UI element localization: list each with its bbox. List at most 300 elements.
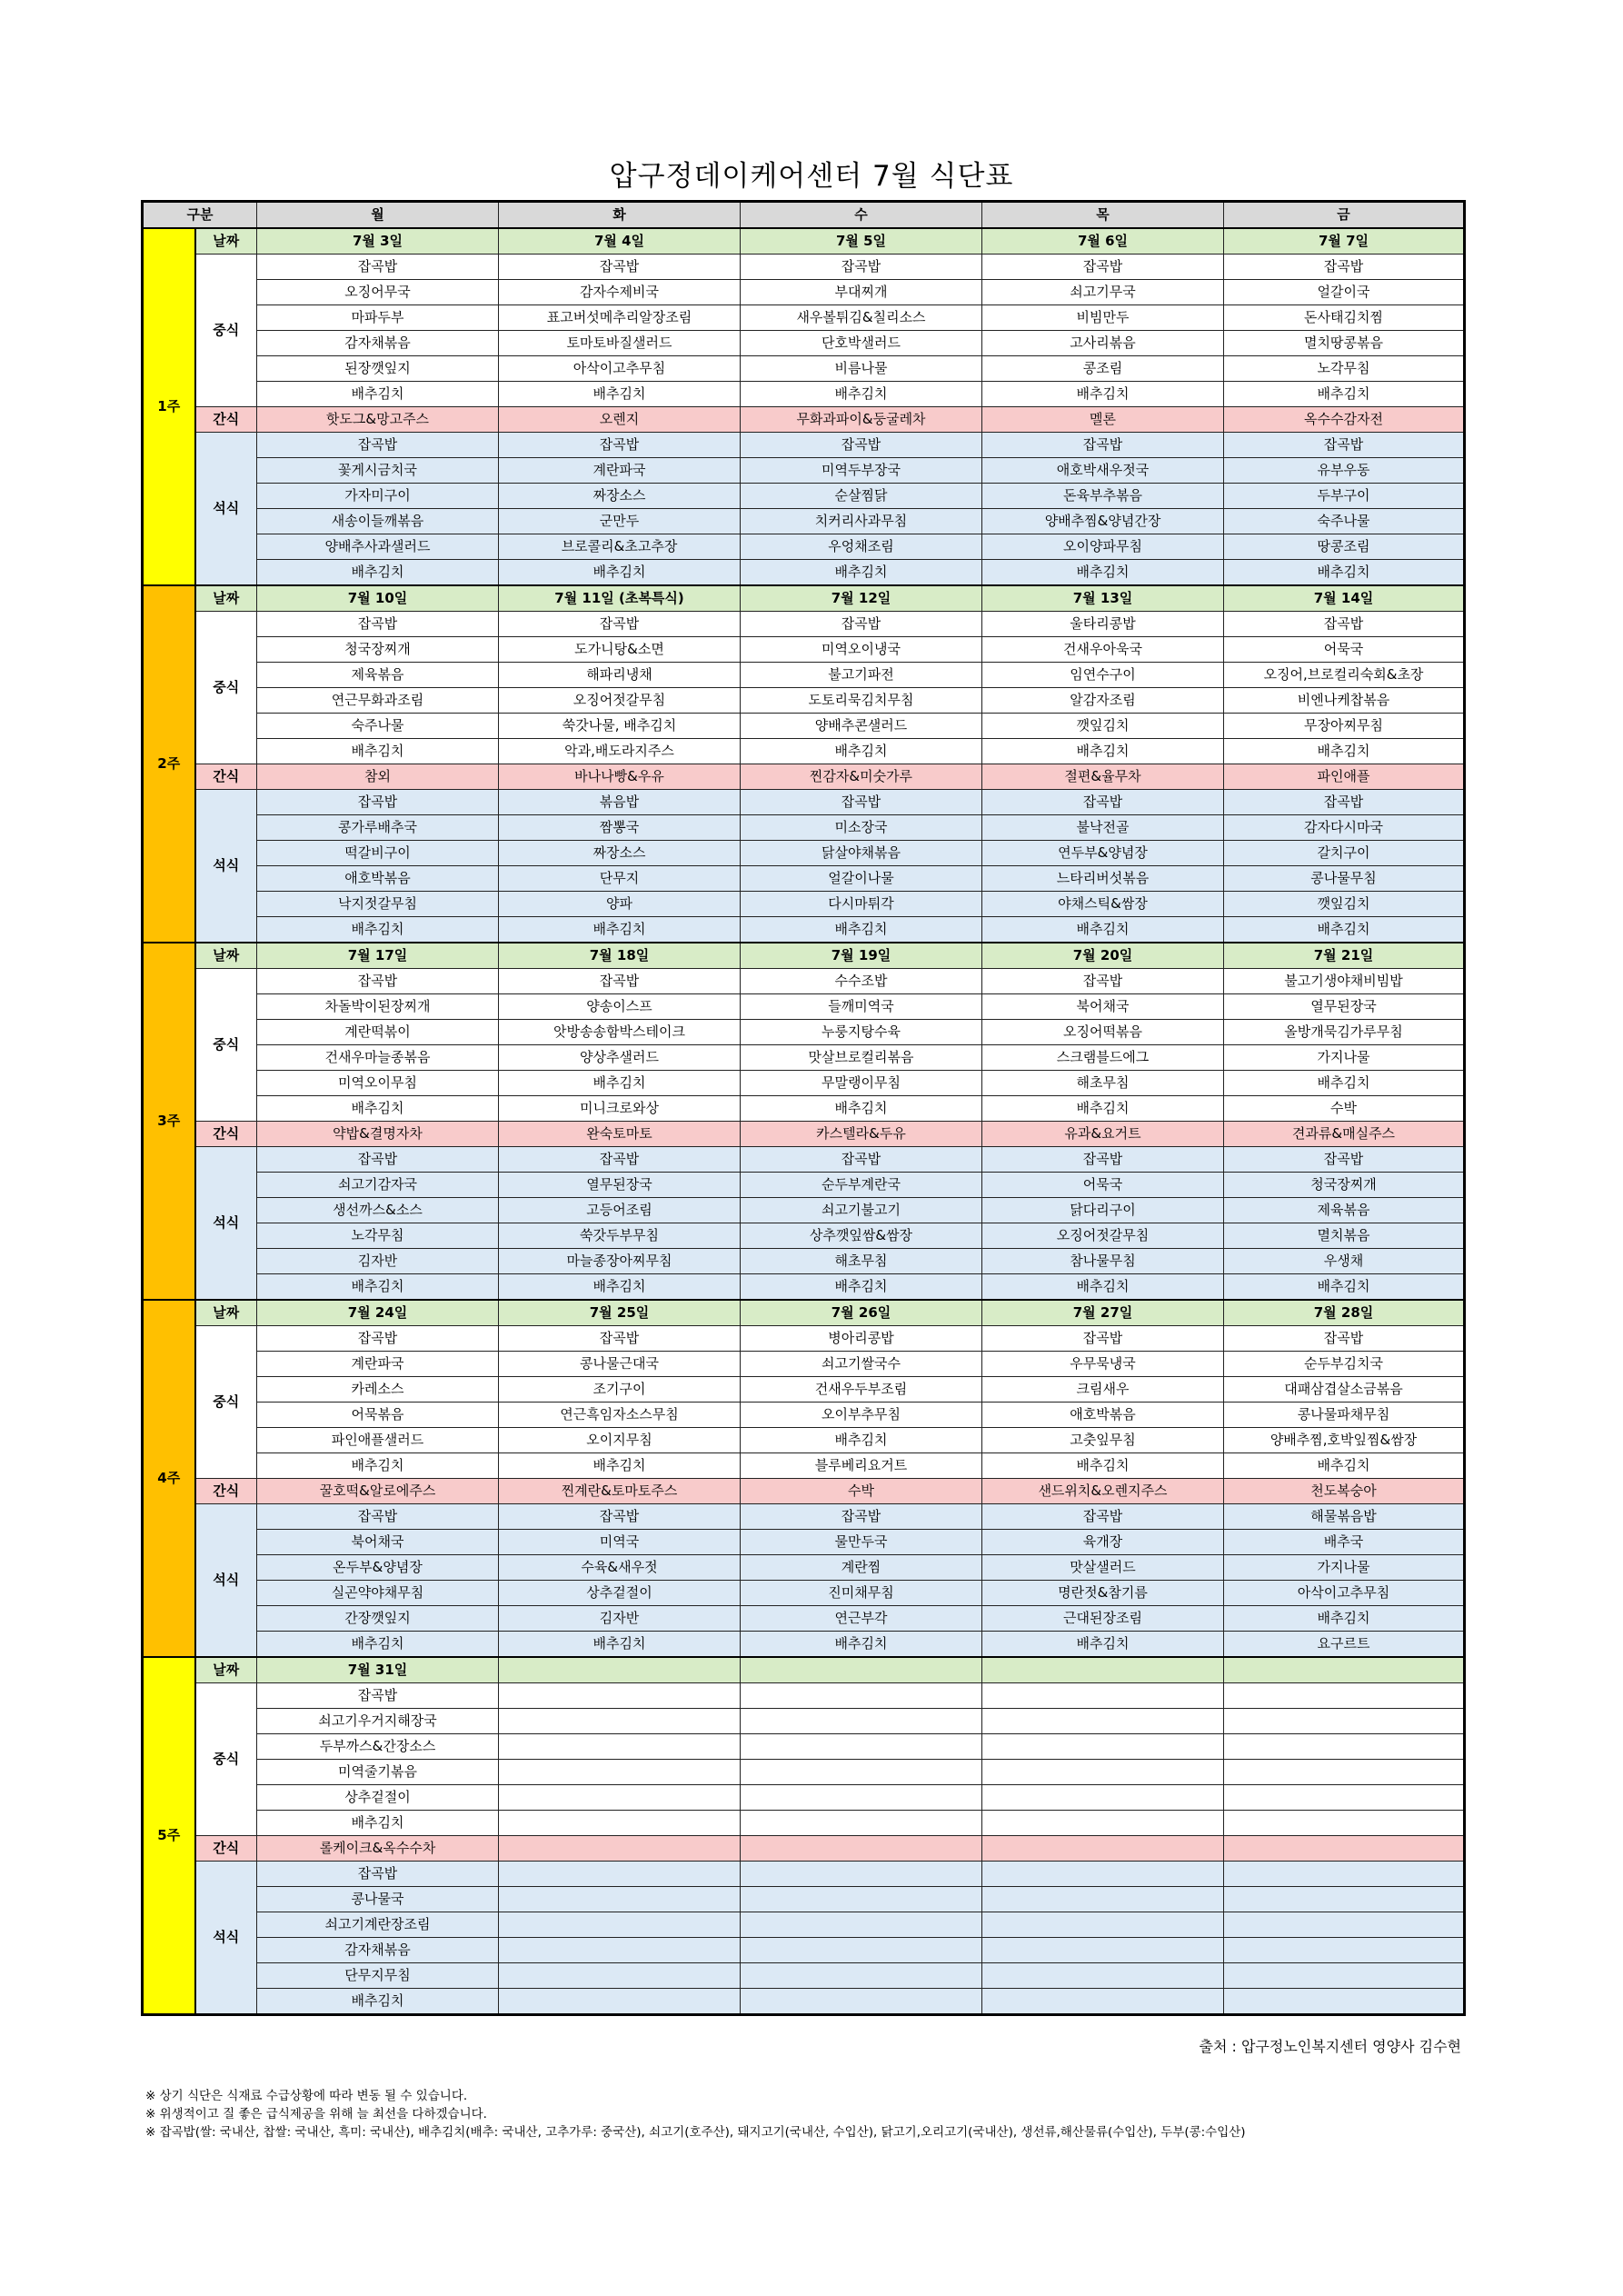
meal-label-lunch: 중식	[195, 1683, 257, 1836]
menu-item: 숙주나물	[1224, 509, 1465, 534]
menu-item: 애호박볶음	[257, 866, 499, 892]
menu-item: 새우볼튀김&칠리소스	[741, 305, 982, 331]
menu-item: 양송이스프	[499, 994, 741, 1020]
menu-item: 콩가루배추국	[257, 815, 499, 841]
menu-item: 배추김치	[1224, 382, 1465, 407]
menu-item: 계란찜	[741, 1555, 982, 1581]
menu-item: 배추김치	[499, 382, 741, 407]
menu-table-wrapper	[141, 200, 1466, 2016]
menu-item: 김자반	[499, 1606, 741, 1632]
dinner-row	[143, 1912, 1465, 1938]
menu-item: 우무묵냉국	[982, 1352, 1224, 1377]
menu-item: 비빔만두	[982, 305, 1224, 331]
menu-item: 닭다리구이	[982, 1198, 1224, 1223]
menu-item: 단호박샐러드	[741, 331, 982, 356]
menu-item: 잡곡밥	[982, 1504, 1224, 1530]
menu-item: 김자반	[257, 1249, 499, 1274]
menu-item	[1224, 1709, 1465, 1734]
menu-item: 잡곡밥	[499, 1326, 741, 1352]
snack-row	[143, 764, 1465, 790]
menu-item: 단무지	[499, 866, 741, 892]
meal-label-dinner: 석식	[195, 433, 257, 586]
menu-item: 잡곡밥	[741, 790, 982, 815]
menu-item: 순두부계란국	[741, 1173, 982, 1198]
menu-item: 악과,배도라지주스	[499, 739, 741, 764]
menu-item: 순두부김치국	[1224, 1352, 1465, 1377]
menu-item: 배추김치	[741, 739, 982, 764]
lunch-row	[143, 280, 1465, 305]
menu-item: 배추김치	[499, 1632, 741, 1658]
header-day: 수	[741, 202, 982, 229]
lunch-row	[143, 1045, 1465, 1071]
menu-item: 갈치구이	[1224, 841, 1465, 866]
menu-item: 감자채볶음	[257, 331, 499, 356]
source-credit: 출처 : 압구정노인복지센터 영양사 김수현	[1199, 2038, 1461, 2055]
menu-item: 미역오이무침	[257, 1071, 499, 1096]
lunch-row	[143, 255, 1465, 280]
menu-item: 배추김치	[1224, 1274, 1465, 1301]
menu-table-body	[143, 202, 1465, 2015]
menu-item: 가지나물	[1224, 1555, 1465, 1581]
menu-item: 간장깻잎지	[257, 1606, 499, 1632]
menu-item: 양상추샐러드	[499, 1045, 741, 1071]
menu-item	[1224, 1938, 1465, 1963]
menu-item: 온두부&양념장	[257, 1555, 499, 1581]
menu-item: 미역줄기볶음	[257, 1760, 499, 1785]
menu-item	[741, 1785, 982, 1811]
menu-item: 돈육부추볶음	[982, 484, 1224, 509]
menu-item: 배추김치	[499, 560, 741, 586]
menu-item: 미역국	[499, 1530, 741, 1555]
menu-item: 불고기생야채비빔밥	[1224, 969, 1465, 994]
menu-item	[499, 1683, 741, 1709]
date-row	[143, 1657, 1465, 1683]
date-cell: 7월 28일	[1224, 1300, 1465, 1326]
menu-item	[741, 1709, 982, 1734]
menu-item: 울타리콩밥	[982, 612, 1224, 637]
menu-item: 수육&새우젓	[499, 1555, 741, 1581]
menu-item	[982, 1811, 1224, 1836]
menu-item: 잡곡밥	[1224, 1147, 1465, 1173]
menu-item	[982, 1862, 1224, 1887]
menu-item	[499, 1912, 741, 1938]
lunch-row	[143, 382, 1465, 407]
date-cell	[982, 1657, 1224, 1683]
menu-item: 아삭이고추무침	[499, 356, 741, 382]
menu-item: 어묵볶음	[257, 1403, 499, 1428]
menu-item	[1224, 1734, 1465, 1760]
menu-item: 노각무침	[1224, 356, 1465, 382]
menu-item: 잡곡밥	[1224, 433, 1465, 458]
dinner-row	[143, 1581, 1465, 1606]
dinner-row	[143, 892, 1465, 917]
lunch-row	[143, 714, 1465, 739]
dinner-row	[143, 1147, 1465, 1173]
menu-item: 가지나물	[1224, 1045, 1465, 1071]
menu-item: 스크램블드에그	[982, 1045, 1224, 1071]
dinner-row	[143, 560, 1465, 586]
menu-item: 콩나물무침	[1224, 866, 1465, 892]
menu-item	[1224, 1785, 1465, 1811]
date-cell: 7월 13일	[982, 585, 1224, 612]
menu-item: 배추김치	[1224, 739, 1465, 764]
date-cell: 7월 21일	[1224, 943, 1465, 969]
header-day: 화	[499, 202, 741, 229]
menu-item: 쇠고기무국	[982, 280, 1224, 305]
snack-item: 수박	[741, 1479, 982, 1504]
dinner-row	[143, 433, 1465, 458]
menu-item: 멸치볶음	[1224, 1223, 1465, 1249]
menu-item: 잡곡밥	[499, 969, 741, 994]
menu-item: 잡곡밥	[982, 1326, 1224, 1352]
lunch-row	[143, 969, 1465, 994]
menu-item: 비름나물	[741, 356, 982, 382]
menu-item: 쑥갓나물, 배추김치	[499, 714, 741, 739]
page-title: 압구정데이케어센터 7월 식단표	[609, 160, 1014, 193]
menu-item: 제육볶음	[257, 663, 499, 688]
menu-item	[982, 1963, 1224, 1989]
dinner-row	[143, 1504, 1465, 1530]
menu-item: 된장깻잎지	[257, 356, 499, 382]
menu-item: 표고버섯메추리알장조림	[499, 305, 741, 331]
lunch-row	[143, 1071, 1465, 1096]
snack-row	[143, 407, 1465, 433]
menu-item: 순살찜닭	[741, 484, 982, 509]
snack-item	[1224, 1836, 1465, 1862]
week-label: 5주	[143, 1657, 195, 2015]
snack-row	[143, 1122, 1465, 1147]
menu-item: 고등어조림	[499, 1198, 741, 1223]
meal-label-dinner: 석식	[195, 1862, 257, 2015]
menu-item: 두부구이	[1224, 484, 1465, 509]
menu-item: 땅콩조림	[1224, 534, 1465, 560]
menu-item: 잡곡밥	[257, 1504, 499, 1530]
lunch-row	[143, 637, 1465, 663]
menu-item: 배추김치	[982, 1274, 1224, 1301]
menu-item: 병아리콩밥	[741, 1326, 982, 1352]
lunch-row	[143, 1020, 1465, 1045]
menu-item: 쑥갓두부무침	[499, 1223, 741, 1249]
menu-item	[982, 1683, 1224, 1709]
menu-item	[499, 1938, 741, 1963]
date-cell: 7월 31일	[257, 1657, 499, 1683]
date-cell: 7월 26일	[741, 1300, 982, 1326]
menu-item: 오징어,브로컬리숙회&초장	[1224, 663, 1465, 688]
meal-label-snack: 간식	[195, 1122, 257, 1147]
date-cell: 7월 12일	[741, 585, 982, 612]
menu-item: 배추김치	[257, 917, 499, 943]
snack-item: 꿀호떡&알로에주스	[257, 1479, 499, 1504]
snack-item: 약밥&결명자차	[257, 1122, 499, 1147]
menu-item: 어묵국	[982, 1173, 1224, 1198]
lunch-row	[143, 1377, 1465, 1403]
snack-item: 찐감자&미숫가루	[741, 764, 982, 790]
lunch-row	[143, 1760, 1465, 1785]
menu-item: 잡곡밥	[982, 790, 1224, 815]
snack-item: 핫도그&망고주스	[257, 407, 499, 433]
snack-item: 참외	[257, 764, 499, 790]
week-label: 4주	[143, 1300, 195, 1657]
date-row	[143, 1300, 1465, 1326]
menu-item: 열무된장국	[499, 1173, 741, 1198]
menu-item: 잡곡밥	[982, 969, 1224, 994]
menu-item: 배추김치	[257, 1989, 499, 2015]
menu-item: 배추김치	[499, 1453, 741, 1479]
snack-item: 완숙토마토	[499, 1122, 741, 1147]
menu-item: 쇠고기쌀국수	[741, 1352, 982, 1377]
menu-item: 배추김치	[1224, 1071, 1465, 1096]
date-cell: 7월 24일	[257, 1300, 499, 1326]
meal-label-date: 날짜	[195, 943, 257, 969]
header-day: 월	[257, 202, 499, 229]
dinner-row	[143, 1989, 1465, 2015]
menu-item: 알감자조림	[982, 688, 1224, 714]
snack-item: 유과&요거트	[982, 1122, 1224, 1147]
menu-item: 배추김치	[499, 1274, 741, 1301]
lunch-row	[143, 1352, 1465, 1377]
lunch-row	[143, 1428, 1465, 1453]
menu-item: 파인애플샐러드	[257, 1428, 499, 1453]
week-label: 3주	[143, 943, 195, 1300]
lunch-row	[143, 1096, 1465, 1122]
header-day: 목	[982, 202, 1224, 229]
menu-item: 배추국	[1224, 1530, 1465, 1555]
menu-item	[982, 1989, 1224, 2015]
menu-item: 수수조밥	[741, 969, 982, 994]
menu-item: 참나물무침	[982, 1249, 1224, 1274]
menu-item: 배추김치	[741, 560, 982, 586]
menu-item: 무장아찌무침	[1224, 714, 1465, 739]
menu-item	[741, 1963, 982, 1989]
dinner-row	[143, 1530, 1465, 1555]
menu-item: 우엉채조림	[741, 534, 982, 560]
menu-item: 연두부&양념장	[982, 841, 1224, 866]
menu-item	[982, 1785, 1224, 1811]
menu-item: 가자미구이	[257, 484, 499, 509]
menu-item: 상추겉절이	[257, 1785, 499, 1811]
menu-item: 대패삼겹살소금볶음	[1224, 1377, 1465, 1403]
menu-item: 잡곡밥	[1224, 1326, 1465, 1352]
menu-item: 야채스틱&쌈장	[982, 892, 1224, 917]
menu-item: 물만두국	[741, 1530, 982, 1555]
menu-item: 오징어무국	[257, 280, 499, 305]
dinner-row	[143, 1274, 1465, 1301]
menu-item: 브로콜리&초고추장	[499, 534, 741, 560]
header-day: 금	[1224, 202, 1465, 229]
menu-item: 잡곡밥	[257, 612, 499, 637]
menu-item: 배추김치	[499, 917, 741, 943]
week-label: 2주	[143, 585, 195, 943]
lunch-row	[143, 663, 1465, 688]
menu-item: 배추김치	[982, 917, 1224, 943]
menu-item: 명란젓&참기름	[982, 1581, 1224, 1606]
menu-item: 양배추찜,호박잎찜&쌈장	[1224, 1428, 1465, 1453]
menu-item: 북어채국	[982, 994, 1224, 1020]
lunch-row	[143, 1709, 1465, 1734]
menu-item: 카레소스	[257, 1377, 499, 1403]
dinner-row	[143, 1938, 1465, 1963]
menu-item: 오이지무침	[499, 1428, 741, 1453]
lunch-row	[143, 612, 1465, 637]
dinner-row	[143, 1887, 1465, 1912]
menu-item: 낙지젓갈무침	[257, 892, 499, 917]
menu-item: 근대된장조림	[982, 1606, 1224, 1632]
dinner-row	[143, 815, 1465, 841]
menu-item: 임연수구이	[982, 663, 1224, 688]
menu-item	[499, 1709, 741, 1734]
menu-item: 콩나물파채무침	[1224, 1403, 1465, 1428]
menu-item: 청국장찌개	[257, 637, 499, 663]
menu-item: 해초무침	[982, 1071, 1224, 1096]
lunch-row	[143, 356, 1465, 382]
menu-item: 잡곡밥	[257, 1147, 499, 1173]
menu-item	[1224, 1683, 1465, 1709]
menu-item: 잡곡밥	[257, 255, 499, 280]
menu-item: 진미채무침	[741, 1581, 982, 1606]
snack-item: 옥수수감자전	[1224, 407, 1465, 433]
menu-item: 차돌박이된장찌개	[257, 994, 499, 1020]
menu-item: 닭살야채볶음	[741, 841, 982, 866]
menu-item: 감자수제비국	[499, 280, 741, 305]
dinner-row	[143, 790, 1465, 815]
menu-item: 계란떡볶이	[257, 1020, 499, 1045]
header-category: 구분	[143, 202, 257, 229]
snack-item: 절편&율무차	[982, 764, 1224, 790]
menu-item: 배추김치	[741, 1632, 982, 1658]
date-row	[143, 943, 1465, 969]
dinner-row	[143, 1173, 1465, 1198]
dinner-row	[143, 1963, 1465, 1989]
dinner-row	[143, 1862, 1465, 1887]
snack-item: 카스텔라&두유	[741, 1122, 982, 1147]
dinner-row	[143, 484, 1465, 509]
dinner-row	[143, 1606, 1465, 1632]
meal-label-snack: 간식	[195, 407, 257, 433]
menu-item: 새송이들깨볶음	[257, 509, 499, 534]
menu-item: 잡곡밥	[499, 612, 741, 637]
menu-item: 무말랭이무침	[741, 1071, 982, 1096]
date-cell: 7월 11일 (초복특식)	[499, 585, 741, 612]
menu-item: 짜장소스	[499, 484, 741, 509]
menu-item	[499, 1862, 741, 1887]
meal-label-date: 날짜	[195, 1300, 257, 1326]
menu-item: 잡곡밥	[1224, 612, 1465, 637]
meal-label-dinner: 석식	[195, 790, 257, 943]
menu-item: 콩조림	[982, 356, 1224, 382]
menu-item: 건새우아욱국	[982, 637, 1224, 663]
snack-item: 견과류&매실주스	[1224, 1122, 1465, 1147]
snack-item	[982, 1836, 1224, 1862]
menu-item: 잡곡밥	[257, 1683, 499, 1709]
menu-item: 고춧잎무침	[982, 1428, 1224, 1453]
date-cell	[1224, 1657, 1465, 1683]
menu-item: 오징어젓갈무침	[982, 1223, 1224, 1249]
menu-item: 연근흑임자소스무침	[499, 1403, 741, 1428]
lunch-row	[143, 1326, 1465, 1352]
meal-label-snack: 간식	[195, 1836, 257, 1862]
menu-item: 애호박볶음	[982, 1403, 1224, 1428]
meal-label-lunch: 중식	[195, 969, 257, 1122]
menu-item: 돈사태김치찜	[1224, 305, 1465, 331]
menu-item: 크림새우	[982, 1377, 1224, 1403]
menu-item	[1224, 1760, 1465, 1785]
menu-item: 상추겉절이	[499, 1581, 741, 1606]
lunch-row	[143, 1683, 1465, 1709]
snack-row	[143, 1479, 1465, 1504]
lunch-row	[143, 739, 1465, 764]
menu-item: 맛살브로컬리볶음	[741, 1045, 982, 1071]
menu-item: 두부까스&간장소스	[257, 1734, 499, 1760]
menu-item: 배추김치	[1224, 1453, 1465, 1479]
menu-item	[1224, 1862, 1465, 1887]
snack-item: 멜론	[982, 407, 1224, 433]
dinner-row	[143, 917, 1465, 943]
menu-item	[1224, 1912, 1465, 1938]
menu-item: 건새우마늘종볶음	[257, 1045, 499, 1071]
menu-item	[741, 1887, 982, 1912]
lunch-row	[143, 1734, 1465, 1760]
menu-item: 해초무침	[741, 1249, 982, 1274]
menu-item: 잡곡밥	[1224, 255, 1465, 280]
menu-item: 잡곡밥	[982, 433, 1224, 458]
menu-item: 북어채국	[257, 1530, 499, 1555]
snack-item: 롤케이크&옥수수차	[257, 1836, 499, 1862]
menu-item	[741, 1811, 982, 1836]
dinner-row	[143, 1223, 1465, 1249]
dinner-row	[143, 509, 1465, 534]
menu-item: 배추김치	[741, 1096, 982, 1122]
dinner-row	[143, 866, 1465, 892]
date-cell: 7월 20일	[982, 943, 1224, 969]
dinner-row	[143, 1632, 1465, 1658]
menu-item: 배추김치	[1224, 1606, 1465, 1632]
menu-item: 배추김치	[982, 560, 1224, 586]
menu-item: 오징어떡볶음	[982, 1020, 1224, 1045]
menu-item: 미역두부장국	[741, 458, 982, 484]
menu-item: 청국장찌개	[1224, 1173, 1465, 1198]
menu-item: 계란파국	[257, 1352, 499, 1377]
meal-label-date: 날짜	[195, 585, 257, 612]
menu-item: 앗방송송함박스테이크	[499, 1020, 741, 1045]
menu-item: 잡곡밥	[257, 790, 499, 815]
menu-item: 올방개묵김가루무침	[1224, 1020, 1465, 1045]
menu-table	[141, 200, 1466, 2016]
menu-item: 배추김치	[741, 917, 982, 943]
lunch-row	[143, 1785, 1465, 1811]
menu-item	[741, 1989, 982, 2015]
menu-item: 멸치땅콩볶음	[1224, 331, 1465, 356]
menu-item	[499, 1734, 741, 1760]
menu-item: 잡곡밥	[741, 255, 982, 280]
menu-item: 마파두부	[257, 305, 499, 331]
menu-item: 도토리묵김치무침	[741, 688, 982, 714]
menu-item: 단무지무침	[257, 1963, 499, 1989]
menu-item	[499, 1811, 741, 1836]
menu-item: 조기구이	[499, 1377, 741, 1403]
menu-item: 해물볶음밥	[1224, 1504, 1465, 1530]
date-cell: 7월 10일	[257, 585, 499, 612]
menu-item: 깻잎김치	[1224, 892, 1465, 917]
menu-item: 배추김치	[741, 1274, 982, 1301]
menu-item: 느타리버섯볶음	[982, 866, 1224, 892]
menu-item: 제육볶음	[1224, 1198, 1465, 1223]
snack-item: 찐계란&토마토주스	[499, 1479, 741, 1504]
snack-item: 천도복숭아	[1224, 1479, 1465, 1504]
menu-item: 깻잎김치	[982, 714, 1224, 739]
menu-item: 미역오이냉국	[741, 637, 982, 663]
menu-item: 배추김치	[257, 1632, 499, 1658]
menu-item: 양배추콘샐러드	[741, 714, 982, 739]
